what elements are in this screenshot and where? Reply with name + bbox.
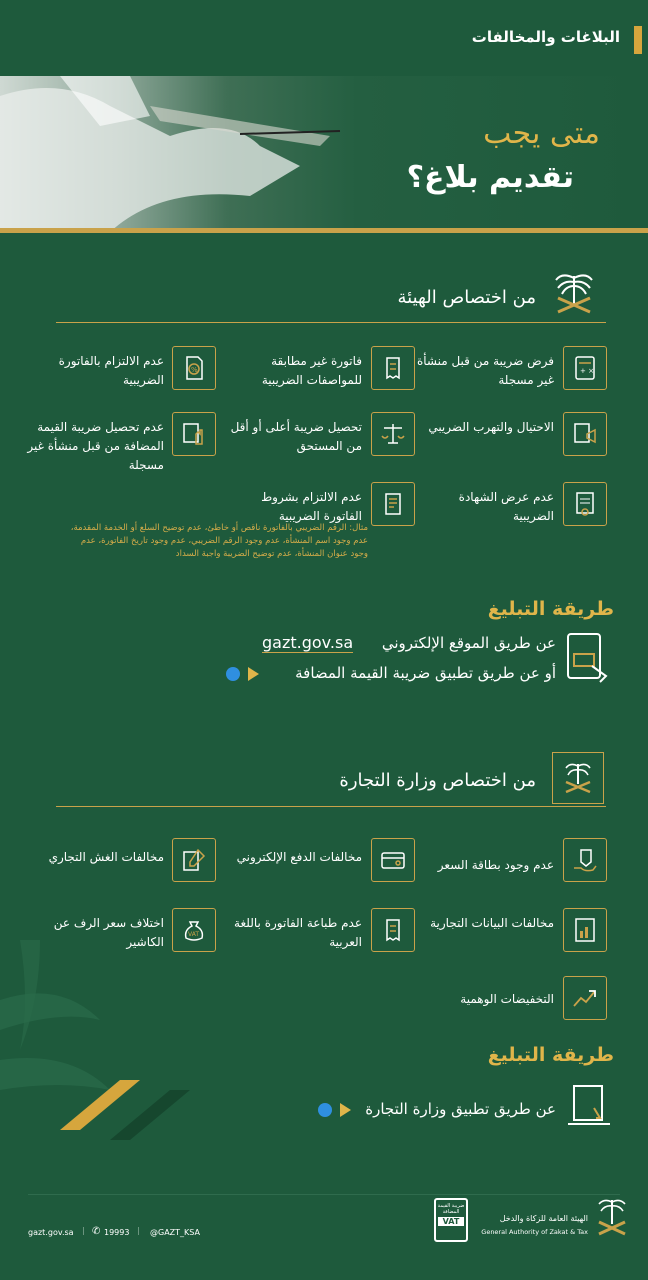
item-unregistered-tax: فرض ضريبة من قبل منشأة غير مسجلة [416,354,554,387]
scales-icon [371,412,415,456]
header-accent [634,26,642,54]
stop-hand-icon [172,412,216,456]
section2-title: من اختصاص وزارة التجارة [339,770,536,791]
tax-document-icon [172,346,216,390]
svg-text:%: % [191,366,198,374]
item-commercial-data: مخالفات البيانات التجارية [430,916,554,930]
section1-title: من اختصاص الهيئة [397,287,536,308]
hero-title: تقديم بلاغ؟ [406,160,574,195]
item-tax-invoice-compliance: عدم الالتزام بالفاتورة الضريبية [58,354,164,387]
vat-badge [434,1198,468,1242]
item-fake-discounts: التخفيضات الوهمية [460,992,554,1006]
footer-separator-2: | [137,1226,140,1235]
emblem-icon [552,752,604,804]
footer-twitter[interactable]: @GAZT_KSA [150,1228,200,1237]
price-tag-icon [563,838,607,882]
megaphone-document-icon [563,412,607,456]
reporting1-website-text: عن طريق الموقع الإلكتروني [381,634,556,652]
reporting1-app-text: أو عن طريق تطبيق ضريبة القيمة المضافة [295,664,556,682]
vat-badge-vat: VAT [438,1217,464,1226]
item-arabic-invoice: عدم طباعة الفاتورة باللغة العربية [234,916,362,949]
item-commercial-fraud: مخالفات الغش التجاري [48,850,164,864]
hero-underline [0,228,648,233]
svg-text:+ ×: + × [580,367,594,375]
footer-phone[interactable]: 19993 [104,1228,130,1237]
certificate-icon [563,482,607,526]
gazt-logo-icon [592,1196,632,1240]
vat-badge-label: ضريبة القيمة المضافة [437,1203,465,1215]
gazt-website-link[interactable]: gazt.gov.sa [262,633,354,652]
bar-chart-icon [563,908,607,952]
receipt-arabic-icon [371,908,415,952]
header-title: البلاغات والمخالفات [471,28,620,46]
footer-separator-1: | [82,1226,85,1235]
item-certificate: عدم عرض الشهادة الضريبية [458,490,554,523]
calculator-pen-icon [172,838,216,882]
section2-rule [56,806,606,807]
calculator-icon [563,346,607,390]
item-over-under-charge: تحصيل ضريبة أعلى أو أقل من المستحق [230,420,362,453]
invoice-terms-note: مثال: الرقم الضريبي بالفاتورة ناقص أو خاطئ، عدم توضيح السلع أو الخدمة المقدمة، عدم وجود اسم المنشأة، عدم وجود الرقم الضريبي، عدم وجود تاريخ الفاتورة، عدم وجود عنوان المنشأة، عدم توضيح الضريبة واجبة السداد [70,523,368,559]
google-play-icon-2[interactable] [340,1102,351,1121]
trend-icon [563,976,607,1020]
commerce-app-icon [566,1084,612,1132]
hero-image [0,76,648,232]
item-shelf-vs-cashier: اختلاف سعر الرف عن الكاشير [53,916,164,949]
item-tax-evasion: الاحتيال والتهرب الضريبي [428,420,554,434]
authority-name-en: General Authority of Zakat & Tax [481,1228,588,1236]
item-nonconforming-invoice: فاتورة غير مطابقة للمواصفات الضريبية [261,354,362,387]
footer-website[interactable]: gazt.gov.sa [28,1228,74,1237]
web-payment-icon [566,632,612,684]
section1-rule [56,322,606,323]
receipt-icon [371,346,415,390]
decorative-palm [0,940,220,1180]
reporting1-title: طريقة التبليغ [487,598,614,620]
palm-swords-icon [544,270,604,322]
app-store-icon-2[interactable] [318,1102,332,1121]
hero-subtitle: متى يجب [483,116,600,151]
app-store-icon[interactable] [226,666,240,685]
svg-text:VAT: VAT [188,931,200,938]
authority-name-ar: الهيئة العامة للزكاة والدخل [499,1214,588,1223]
reporting2-title: طريقة التبليغ [487,1044,614,1066]
credit-card-icon [371,838,415,882]
item-price-tag: عدم وجود بطاقة السعر [437,858,554,872]
item-vat-collection: عدم تحصيل ضريبة القيمة المضافة من قبل منشأة غير مسجلة [27,420,164,472]
reporting2-app-text: عن طريق تطبيق وزارة التجارة [365,1100,556,1118]
item-e-payment: مخالفات الدفع الإلكتروني [236,850,362,864]
invoice-icon [371,482,415,526]
google-play-icon[interactable] [248,666,259,685]
item-invoice-terms: عدم الالتزام بشروط الفاتورة الضريبية [261,490,362,523]
footer-rule [28,1194,620,1195]
phone-icon: ✆ [92,1226,101,1237]
